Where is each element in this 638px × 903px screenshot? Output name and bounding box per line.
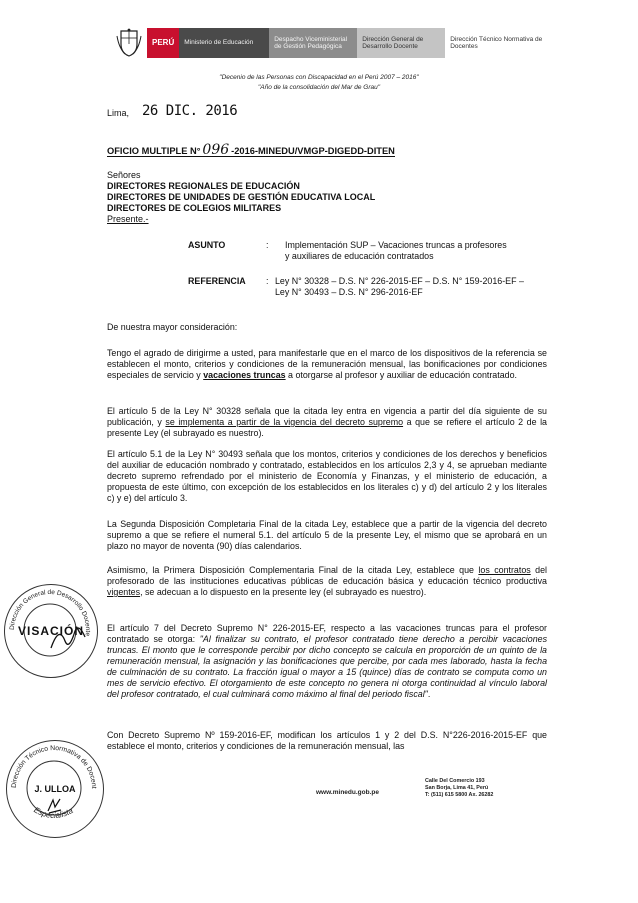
referencia-text: Ley N° 30328 – D.S. N° 226-2015-EF – D.S. N° 159-2016-EF – Ley N° 30493 – D.S. N° 296-2016-EF [275, 276, 524, 297]
referencia-label: REFERENCIA [188, 276, 246, 286]
referencia-colon: : [266, 276, 269, 286]
paragraph-7: Con Decreto Supremo Nº 159-2016-EF, modifican los artículos 1 y 2 del D.S. N°226-2016-2015-EF que establece el monto, criterios y condiciones de la remuneración mensual, las [107, 730, 547, 751]
oficio-handwritten-number: 096 [202, 142, 230, 158]
country-label: PERÚ [147, 28, 179, 58]
especialista-stamp [6, 740, 104, 838]
stamp2-center-text: J. ULLOA [34, 784, 76, 794]
p1-text-a: Tengo el agrado de dirigirme a usted, para manifestarle que en el marco de los dispositivos de la referencia se establecen el monto, criterios y condiciones de la remuneración mensual, las bonificaciones por condiciones especiales de servicio y [107, 348, 547, 380]
referencia-row [188, 276, 548, 298]
place-label: Lima, [107, 108, 130, 118]
p5-text-underlined-2: vigentes [107, 587, 141, 597]
visacion-stamp [4, 584, 98, 678]
paragraph-4: La Segunda Disposición Completaria Final de la citada Ley, establece que a partir de la vigencia del decreto supremo a que se refiere el numeral 5.1. del artículo 5 de la presente Ley, el mismo que se aprobará en un plazo no mayor de noventa (90) días calendarios. [107, 519, 547, 551]
oficio-prefix: OFICIO MULTIPLE N° [107, 146, 201, 156]
paragraph-2 [107, 406, 547, 439]
anio-line: "Año de la consolidación del Mar de Grau" [257, 84, 381, 91]
stamp1-signature-icon [49, 623, 89, 653]
p6-quote: "Al finalizar su contrato, el profesor contratado tiene derecho a percibir vacaciones truncas. El monto que le corresponde percibir por dicho concepto se calcula en proporción de un quinto de la remuneración mensual, la asignación y las bonificaciones que percibe, por cada mes laborado, hasta la fecha de culminación de su contrato. La fracción igual o mayor a 15 (quince) días de contrato se computa como un mes de servicio efectivo. El otorgamiento de este concepto no genera ni otorga continuidad al vínculo laboral del profesor contratado, el cual culminará como máximo al final del periodo fiscal" [107, 634, 548, 699]
paragraph-6 [107, 623, 547, 700]
stamp2-bottom-text: Especialista [32, 805, 75, 821]
footer-url[interactable]: www.minedu.gob.pe [316, 789, 379, 796]
paragraph-3: El artículo 5.1 de la Ley N° 30493 señala que los montos, criterios y condiciones de los derechos y beneficios del auxiliar de educación nombrado y contratado, establecidos en los artículos 2,3 y 4, se aprueban mediante decreto supremo refrendado por el ministerio de Economía y Finanzas, y el ministerio de educación, a propuesta de este último, con excepción de los establecidos en los literales c) y d) del artículo 2 y los literales c) y e) del artículo 3. [107, 449, 547, 503]
office1-label: Despacho Viceministerial de Gestión Pedagógica [269, 28, 357, 58]
p5-text-underlined-1: los contratos [478, 565, 531, 575]
coat-of-arms-icon [115, 28, 143, 58]
letterhead [115, 28, 547, 58]
asunto-row [188, 240, 548, 262]
stamp2-initials-icon [45, 797, 65, 815]
p6-text-c: . [427, 689, 431, 699]
office2-label: Dirección General de Desarrollo Docente [357, 28, 445, 58]
footer-addr3: T: (511) 615 5800 Ax. 26282 [425, 792, 494, 798]
p5-text-a: Asimismo, la Primera Disposición Complementaria Final de la citada Ley, establece que [107, 565, 479, 575]
ministry-label: Ministerio de Educación [179, 28, 269, 58]
stamp1-ring-text: Dirección General de Desarrollo Docente [8, 588, 92, 637]
p2-text-c: a que se refiere el artículo 2 de la presente Ley (el subrayado es nuestro). [107, 417, 547, 438]
addressee-line1: DIRECTORES REGIONALES DE EDUCACIÓN [107, 181, 300, 191]
p5-text-c: del profesorado de las instituciones educativas públicas de educación básica y educación técnico productiva [107, 565, 548, 586]
footer-addr1: Calle Del Comercio 193 [425, 778, 485, 784]
asunto-label: ASUNTO [188, 240, 226, 250]
paragraph-5 [107, 565, 547, 598]
p1-text-emphasis: vacaciones truncas [203, 370, 286, 380]
asunto-colon: : [266, 240, 269, 250]
addressee-line3: DIRECTORES DE COLEGIOS MILITARES [107, 203, 282, 213]
addressees-block [107, 170, 375, 225]
greeting: De nuestra mayor consideración: [107, 322, 238, 332]
handwritten-date: 26 DIC. 2016 [142, 103, 238, 119]
footer-addr2: San Borja, Lima 41, Perú [425, 785, 489, 791]
office3-label: Dirección Técnico Normativa de Docentes [445, 28, 547, 58]
stamp1-center-text: VISACIÓN [17, 624, 84, 638]
p5-text-e: , se adecuan a lo dispuesto en la presente ley (el subrayado es nuestro). [140, 587, 427, 597]
p2-text-underlined: se implementa a partir de la vigencia del decreto supremo [165, 417, 404, 427]
svg-text:Dirección Técnico Normativa de [6, 740, 97, 789]
oficio-suffix: -2016-MINEDU/VMGP-DIGEDD-DITEN [231, 146, 395, 156]
p1-text-c: a otorgarse al profesor y auxiliar de educación contratado. [285, 370, 517, 380]
presente-label: Presente.- [107, 214, 149, 224]
addressee-line2: DIRECTORES DE UNIDADES DE GESTIÓN EDUCATIVA LOCAL [107, 192, 376, 202]
salutation: Señores [107, 170, 141, 180]
paragraph-1 [107, 348, 547, 381]
footer-address [425, 778, 493, 799]
stamp2-ring-text: Dirección Técnico Normativa de Docent [10, 744, 98, 789]
p6-text-a: El artículo 7 del Decreto Supremo N° 226-2015-EF, respecto a las vacaciones truncas para el profesor contratado se otorga: [107, 623, 547, 644]
asunto-text: Implementación SUP – Vacaciones truncas a profesores y auxiliares de educación contratados [285, 240, 507, 261]
p2-text-a: El artículo 5 de la Ley N° 30328 señala que la citada ley entra en vigencia a partir del día siguiente de su publicación, y [107, 406, 547, 427]
oficio-number-line [107, 144, 395, 157]
decenio-line: "Decenio de las Personas con Discapacidad en el Perú 2007 – 2016" [219, 74, 419, 81]
